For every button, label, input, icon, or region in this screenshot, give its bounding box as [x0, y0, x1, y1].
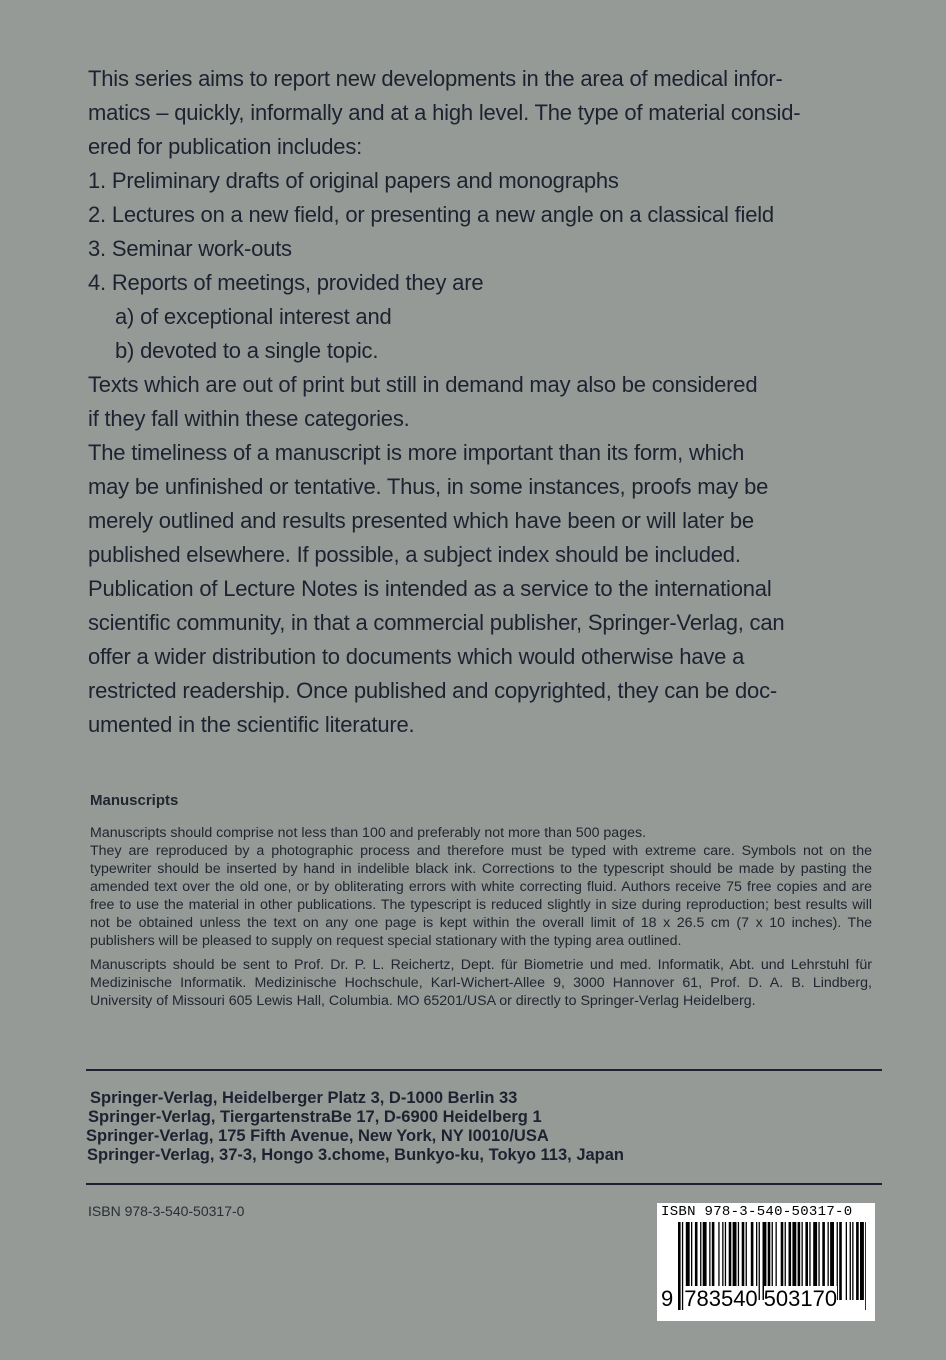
- barcode-bar: [839, 1222, 842, 1300]
- barcode-bar: [865, 1222, 866, 1310]
- barcode-bar: [856, 1222, 859, 1300]
- isbn-text: ISBN 978-3-540-50317-0: [88, 1203, 245, 1219]
- series-description: [88, 62, 872, 742]
- list-item: 4. Reports of meetings, provided they are: [88, 270, 484, 295]
- paragraph-line: umented in the scientific literature.: [88, 712, 415, 737]
- barcode-isbn-label: ISBN 978-3-540-50317-0: [661, 1204, 853, 1220]
- paragraph-line: scientific community, in that a commercial publisher, Springer-Verlag, can: [88, 610, 785, 635]
- barcode-bar: [846, 1222, 847, 1300]
- paragraph-line: restricted readership. Once published and copyrighted, they can be doc-: [88, 678, 777, 703]
- paragraph-line: The timeliness of a manuscript is more important than its form, which: [88, 440, 745, 465]
- paragraph-line: Texts which are out of print but still in demand may also be considered: [88, 372, 758, 397]
- paragraph-line: published elsewhere. If possible, a subject index should be included.: [88, 542, 741, 567]
- list-subitem: a) of exceptional interest and: [115, 304, 392, 329]
- divider-bottom: [86, 1183, 882, 1185]
- manuscripts-address: Manuscripts should be sent to Prof. Dr. P. L. Reichertz, Dept. für Biometrie und med. Informatik, Abt. und Lehrstuhl für Medizinische Informatik. Medizinische Hochschule, Karl-Wichert-Allee 9, 3000 Hannover 61, Prof. D. A. B. Lindberg, University of Missouri 605 Lewis Hall, Columbia. MO 65201/USA or directly to Springer-Verlag Heidelberg.: [90, 957, 872, 1009]
- list-subitem: b) devoted to a single topic.: [115, 338, 379, 363]
- list-item: 2. Lectures on a new field, or presenting a new angle on a classical field: [88, 202, 774, 227]
- address-berlin: Springer-Verlag, Heidelberger Platz 3, D-1000 Berlin 33: [90, 1089, 518, 1107]
- barcode-group-1: 783540: [684, 1286, 758, 1311]
- barcode-first-digit: 9: [661, 1286, 674, 1311]
- barcode-bar: [860, 1222, 864, 1300]
- paragraph-line: may be unfinished or tentative. Thus, in some instances, proofs may be: [88, 474, 769, 499]
- manuscripts-heading: Manuscripts: [90, 792, 179, 809]
- paragraph-line: Publication of Lecture Notes is intended as a service to the international: [88, 576, 772, 601]
- barcode-digits: [661, 1286, 837, 1312]
- barcode-bar: [852, 1222, 853, 1300]
- list-item: 1. Preliminary drafts of original papers and monographs: [88, 168, 619, 193]
- divider-top: [86, 1069, 882, 1071]
- address-heidelberg: Springer-Verlag, TiergartenstraBe 17, D-6900 Heidelberg 1: [88, 1108, 542, 1126]
- address-new-york: Springer-Verlag, 175 Fifth Avenue, New York, NY I0010/USA: [86, 1127, 549, 1145]
- intro-line: matics – quickly, informally and at a high level. The type of material consid-: [88, 100, 801, 125]
- paragraph-line: offer a wider distribution to documents which would otherwise have a: [88, 644, 745, 669]
- paragraph-line: if they fall within these categories.: [88, 406, 410, 431]
- barcode-bar: [850, 1222, 851, 1300]
- barcode-group-2: 503170: [763, 1286, 838, 1311]
- manuscripts-instructions: They are reproduced by a photographic process and therefore must be typed with extreme care. Symbols not on the typewriter should be inserted by hand in indelible black ink. Corrections to the typescript should be made by pasting the amended text over the old one, or by obliterating errors with white correcting fluid. Authors receive 75 free copies and are free to use the material in other publications. The typescript is reduced slightly in size during reproduction; best results will not be obtained unless the text on any one page is kept within the overall limit of 18 x 26.5 cm (7 x 10 inches). The publishers will be pleased to supply on request special stationary with the typing area outlined.: [90, 843, 872, 949]
- intro-line: ered for publication includes:: [88, 134, 363, 159]
- address-tokyo: Springer-Verlag, 37-3, Hongo 3.chome, Bunkyo-ku, Tokyo 113, Japan: [87, 1146, 625, 1164]
- publisher-addresses: [86, 1089, 786, 1165]
- intro-line: This series aims to report new developments in the area of medical infor-: [88, 66, 783, 91]
- isbn-barcode: [657, 1203, 875, 1321]
- list-item: 3. Seminar work-outs: [88, 236, 292, 261]
- manuscripts-length: Manuscripts should comprise not less than 100 and preferably not more than 500 pages.: [90, 825, 647, 841]
- manuscripts-section: [90, 792, 872, 1010]
- paragraph-line: merely outlined and results presented which have been or will later be: [88, 508, 754, 533]
